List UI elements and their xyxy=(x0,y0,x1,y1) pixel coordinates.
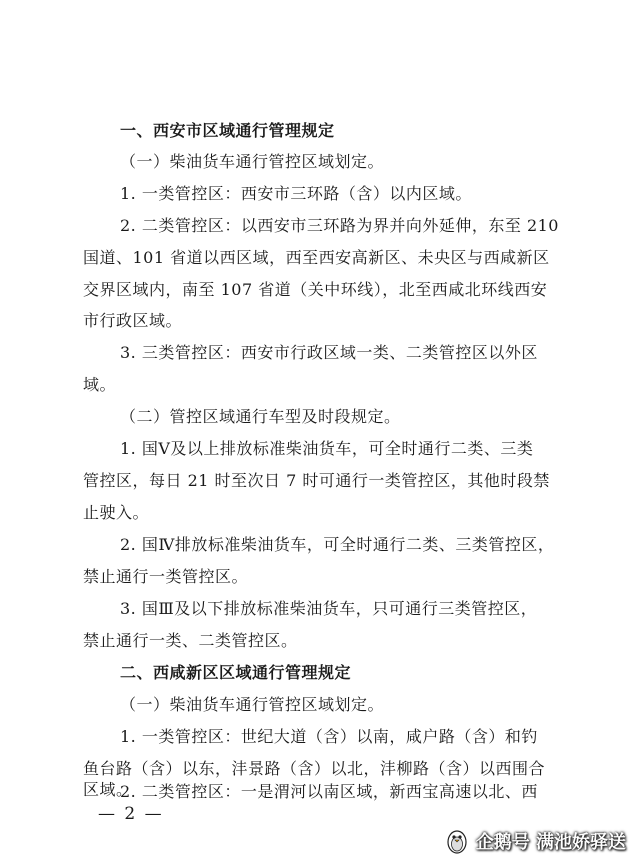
paragraph-line: 2. 二类管控区：一是渭河以南区域，新西宝高速以北、西 xyxy=(120,782,538,801)
watermark-text: 企鹅号 满池娇驿送 xyxy=(475,832,626,853)
paragraph-line: 区域。 xyxy=(83,780,133,799)
paragraph-line: 3. 三类管控区：西安市行政区域一类、二类管控区以外区 xyxy=(120,343,538,362)
subsection-heading: （二）管控区域通行车型及时段规定。 xyxy=(120,407,401,426)
paragraph-line: 禁止通行一类管控区。 xyxy=(83,567,249,586)
paragraph-line: 止驶入。 xyxy=(83,503,150,522)
paragraph-line: 鱼台路（含）以东，沣景路（含）以北，沣柳路（含）以西围合 xyxy=(83,759,546,778)
paragraph-line: 2. 国Ⅳ排放标准柴油货车，可全时通行二类、三类管控区， xyxy=(120,535,555,554)
paragraph-line: 交界区域内，南至 107 省道（关中环线），北至西咸北环线西安 xyxy=(83,280,548,299)
paragraph-line: 1. 一类管控区：世纪大道（含）以南，咸户路（含）和钓 xyxy=(120,727,538,746)
paragraph-line: 禁止通行一类、二类管控区。 xyxy=(83,631,298,650)
page-number: — 2 — xyxy=(98,804,164,824)
watermark xyxy=(444,826,626,856)
paragraph-line: 市行政区域。 xyxy=(83,311,183,330)
penguin-logo-icon xyxy=(444,828,470,854)
paragraph-line: 3. 国Ⅲ及以下排放标准柴油货车，只可通行三类管控区， xyxy=(120,599,538,618)
paragraph-line: 管控区，每日 21 时至次日 7 时可通行一类管控区，其他时段禁 xyxy=(83,471,550,490)
paragraph-line: 1. 一类管控区：西安市三环路（含）以内区域。 xyxy=(120,184,472,203)
paragraph-line: 2. 二类管控区：以西安市三环路为界并向外延伸，东至 210 xyxy=(120,216,559,235)
paragraph-line: 国道、101 省道以西区域，西至西安高新区、未央区与西咸新区 xyxy=(83,248,550,267)
section-heading-1: 一、西安市区域通行管理规定 xyxy=(120,121,335,140)
subsection-heading: （一）柴油货车通行管控区域划定。 xyxy=(120,152,385,171)
paragraph-line: 1. 国Ⅴ及以上排放标准柴油货车，可全时通行二类、三类 xyxy=(120,439,534,458)
subsection-heading: （一）柴油货车通行管控区域划定。 xyxy=(120,695,385,714)
section-heading-2: 二、西咸新区区域通行管理规定 xyxy=(120,663,352,682)
paragraph-line: 域。 xyxy=(83,375,117,394)
